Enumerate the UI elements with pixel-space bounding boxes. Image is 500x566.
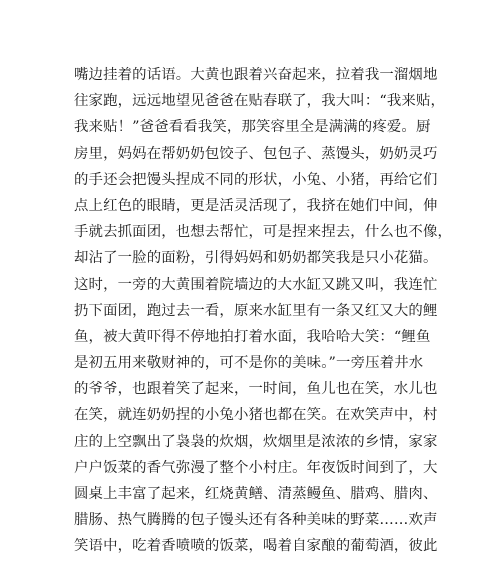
text-line: 圆桌上丰富了起来，红烧黄鳝、清蒸鳗鱼、腊鸡、腊肉、 (74, 486, 438, 502)
text-line: 户户饭菜的香气弥漫了整个小村庄。年夜饭时间到了，大 (74, 459, 438, 476)
text-line: 房里，妈妈在帮奶奶包饺子、包包子、蒸馒头，奶奶灵巧 (74, 145, 438, 162)
text-line: 笑语中，吃着香喷喷的饭菜，喝着自家酿的葡萄酒，彼此 (74, 538, 438, 555)
text-line: 点上红色的眼睛，更是活灵活现了，我挤在她们中间，伸 (74, 197, 438, 214)
text-line: 在笑，就连奶奶捏的小兔小猪也都在笑。在欢笑声中，村 (74, 407, 438, 424)
text-line: 这时，一旁的大黄围着院墙边的大水缸又跳又叫，我连忙 (74, 276, 438, 293)
text-line: 庄的上空飘出了袅袅的炊烟，炊烟里是浓浓的乡情，家家 (74, 433, 438, 450)
text-line: 的手还会把馒头捏成不同的形状，小兔、小猪，再给它们 (74, 171, 438, 188)
text-line: 腊肠、热气腾腾的包子馒头还有各种美味的野菜……欢声 (74, 512, 438, 529)
text-line: 嘴边挂着的话语。大黄也跟着兴奋起来，拉着我一溜烟地 (74, 67, 438, 83)
text-line: 的爷爷，也跟着笑了起来，一时间，鱼儿也在笑，水儿也 (74, 381, 438, 398)
text-line: 却沾了一脸的面粉，引得妈妈和奶奶都笑我是只小花猫。 (74, 250, 438, 267)
text-line: 我来贴！”爸爸看看我笑，那笑容里全是满满的疼爱。厨 (74, 119, 431, 136)
text-line: 往家跑，远远地望见爸爸在贴春联了，我大叫：“我来贴， (74, 93, 446, 110)
text-line: 扔下面团，跑过去一看，原来水缸里有一条又红又大的鲤 (74, 302, 438, 319)
text-line: 手就去抓面团，也想去帮忙，可是捏来捏去，什么也不像， (74, 224, 453, 241)
text-line: 是初五用来敬财神的，可不是你的美味。”一旁压着井水 (74, 355, 424, 372)
body-text (74, 62, 453, 560)
text-line: 鱼，被大黄吓得不停地拍打着水面，我哈哈大笑：“鲤鱼 (74, 328, 431, 345)
